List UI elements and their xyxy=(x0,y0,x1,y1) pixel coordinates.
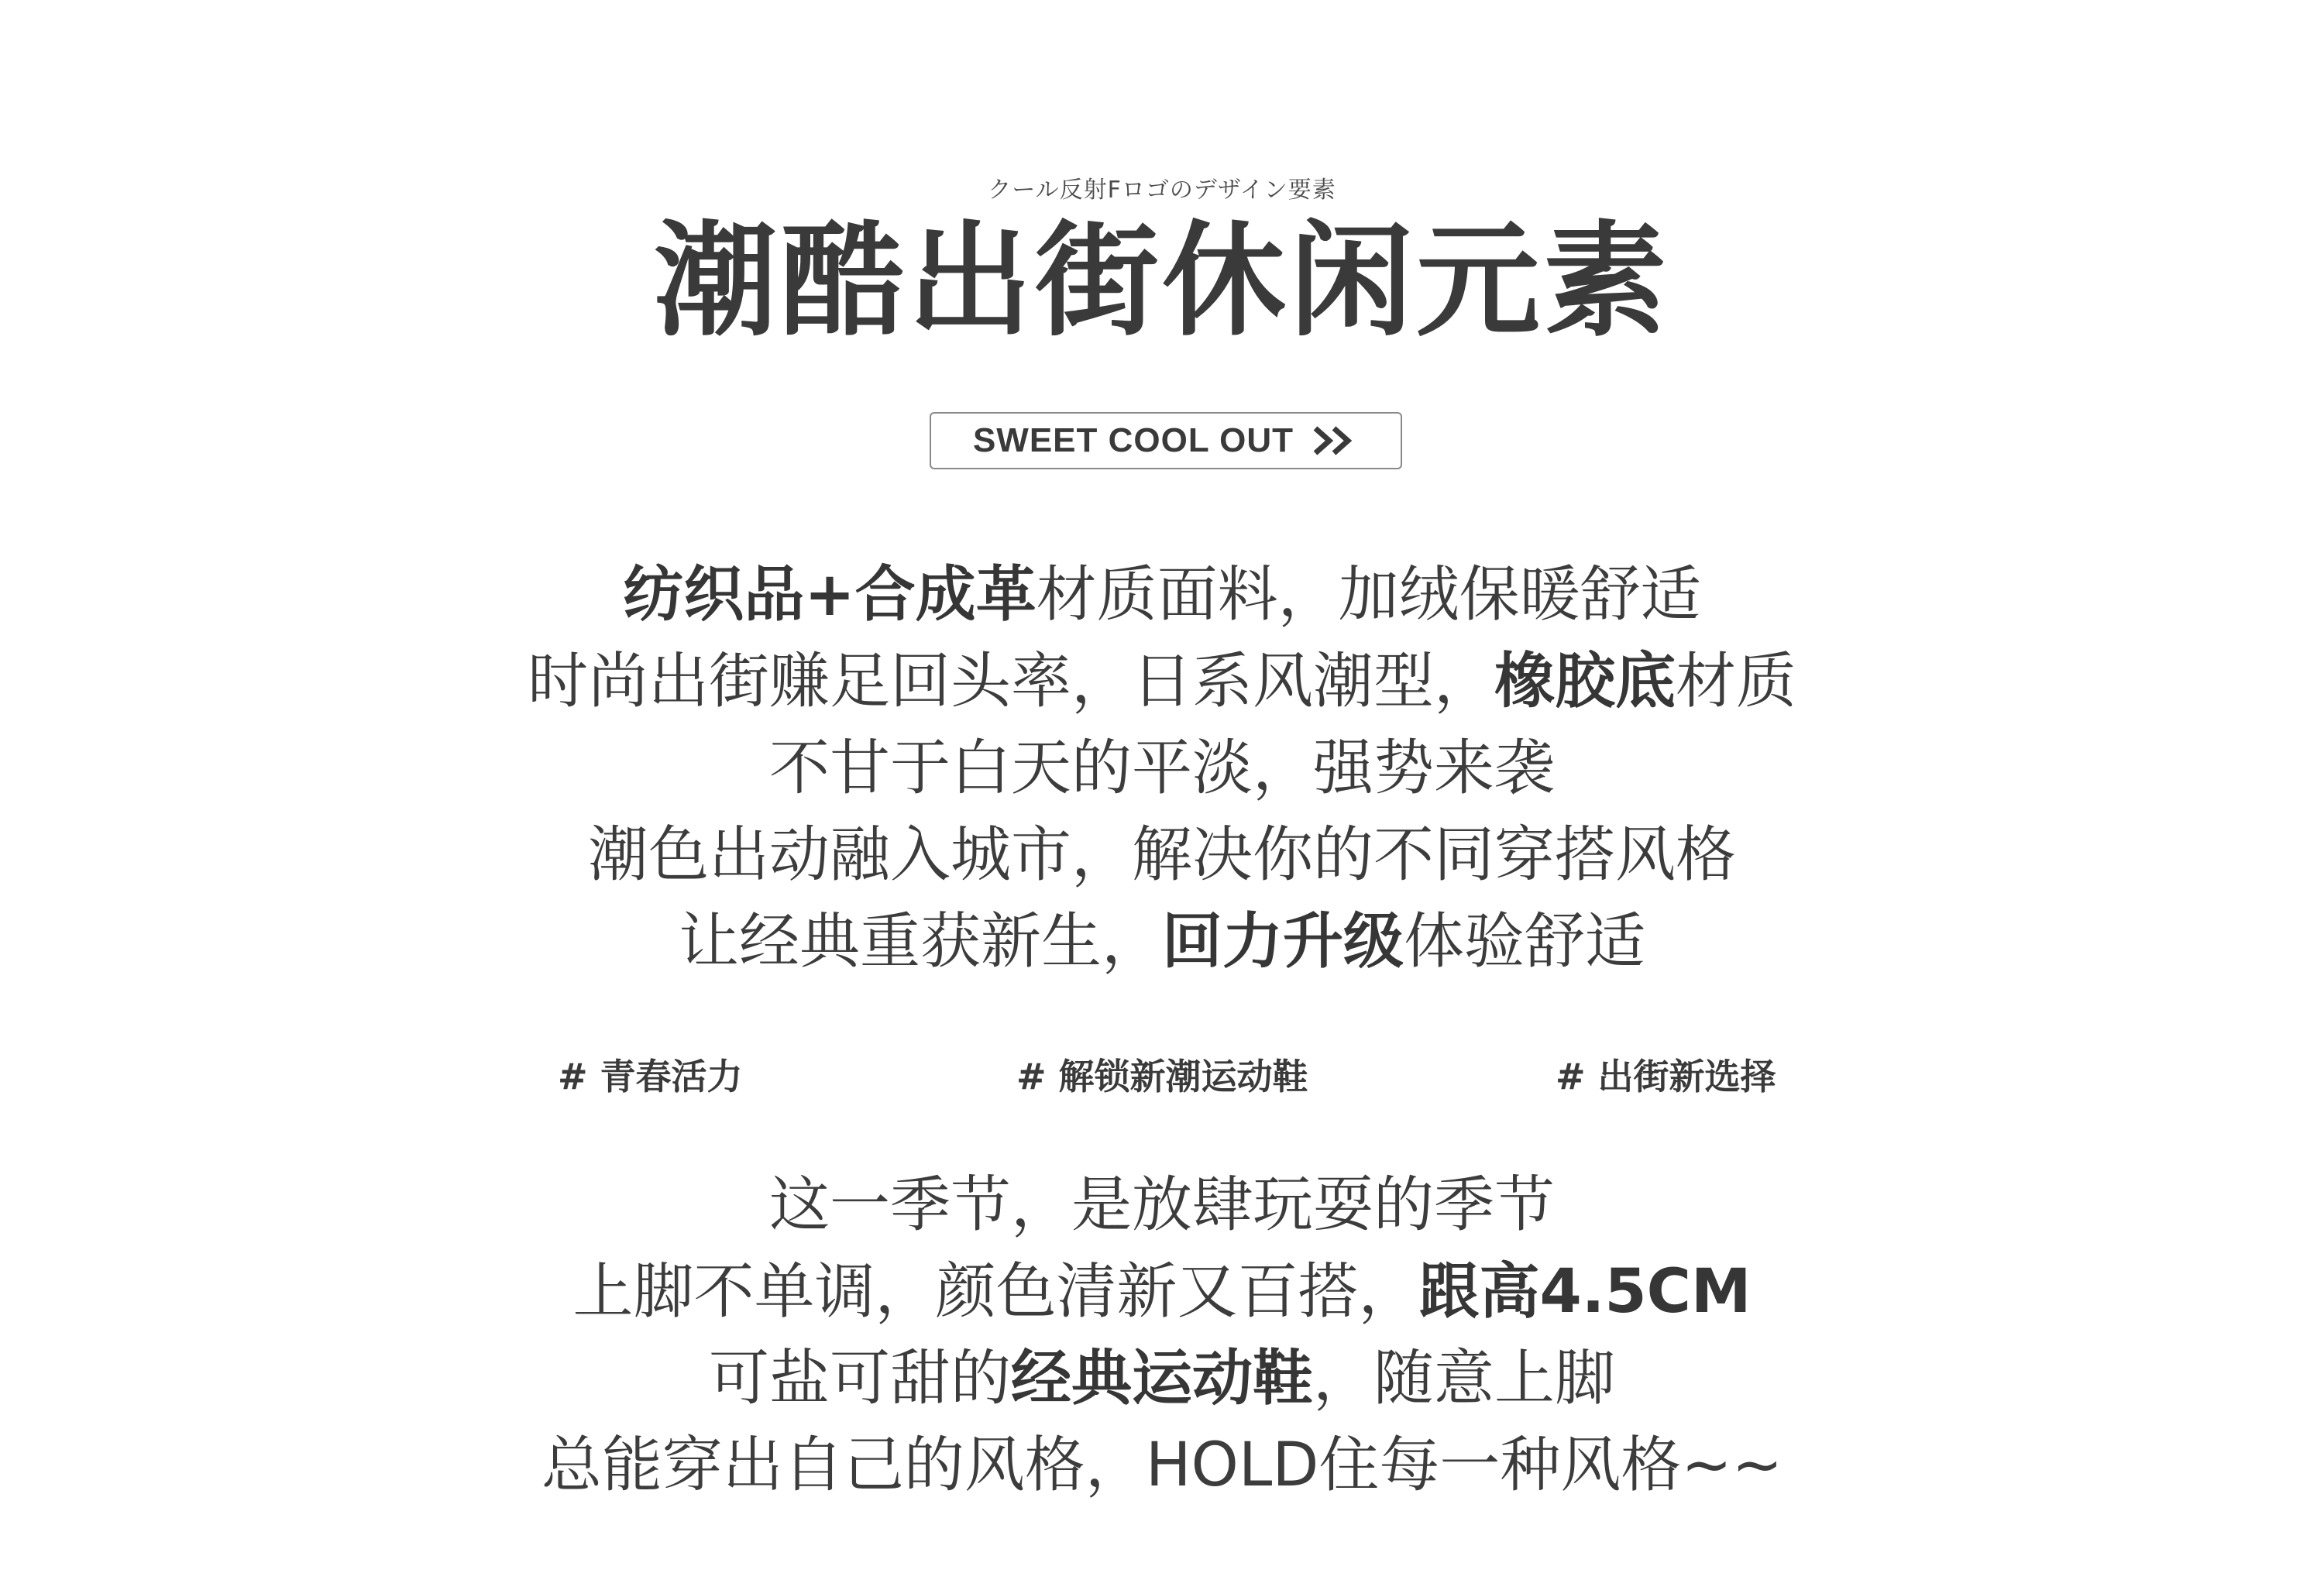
hashtag-sneakers: # 解锁新潮运动鞋 xyxy=(1016,1056,1308,1097)
material-highlight: 纺织品+合成革 xyxy=(623,560,1037,630)
tag-label: SWEET COOL OUT xyxy=(972,421,1294,459)
paragraph2-line4: 总能穿出自己的风格，HOLD住每一种风格~~ xyxy=(541,1430,1783,1500)
japanese-subtitle: クール反射Fロゴのデザイン要素 xyxy=(988,177,1336,204)
description-paragraph-2 xyxy=(0,1162,2324,1509)
classic-shoe-highlight: 经典运动鞋 xyxy=(1010,1344,1313,1413)
paragraph1-line2: 时尚出街赚足回头率，日系风潮型，橡胶底材质 xyxy=(527,647,1797,716)
paragraph2-line3: 可盐可甜的经典运动鞋，随意上脚 xyxy=(708,1344,1616,1413)
paragraph1-line1: 纺织品+合成革材质面料，加绒保暖舒适 xyxy=(623,560,1701,630)
hashtag-street: # 出街新选择 xyxy=(1556,1056,1776,1097)
sweet-cool-out-tag xyxy=(930,412,1402,469)
page-title: 潮酷出街休闲元素 xyxy=(653,208,1670,353)
paragraph2-line1: 这一季节，是放肆玩耍的季节 xyxy=(768,1170,1555,1240)
paragraph1-line5: 让经典重获新生，回力升级体验舒适 xyxy=(678,907,1646,977)
brand-highlight: 回力升级 xyxy=(1161,907,1404,977)
hashtag-youth: # 青春活力 xyxy=(558,1056,743,1097)
double-chevron-right-icon xyxy=(1311,425,1359,456)
heel-height-highlight: 跟高4.5CM xyxy=(1418,1257,1752,1327)
sole-highlight: 橡胶底 xyxy=(1494,647,1676,716)
paragraph2-line2: 上脚不单调，颜色清新又百搭，跟高4.5CM xyxy=(572,1257,1752,1327)
description-paragraph-1 xyxy=(0,551,2324,985)
paragraph1-line4: 潮色出动融入城市，解决你的不同穿搭风格 xyxy=(587,820,1736,890)
paragraph1-line3: 不甘于白天的平淡，强势来袭 xyxy=(768,733,1555,803)
